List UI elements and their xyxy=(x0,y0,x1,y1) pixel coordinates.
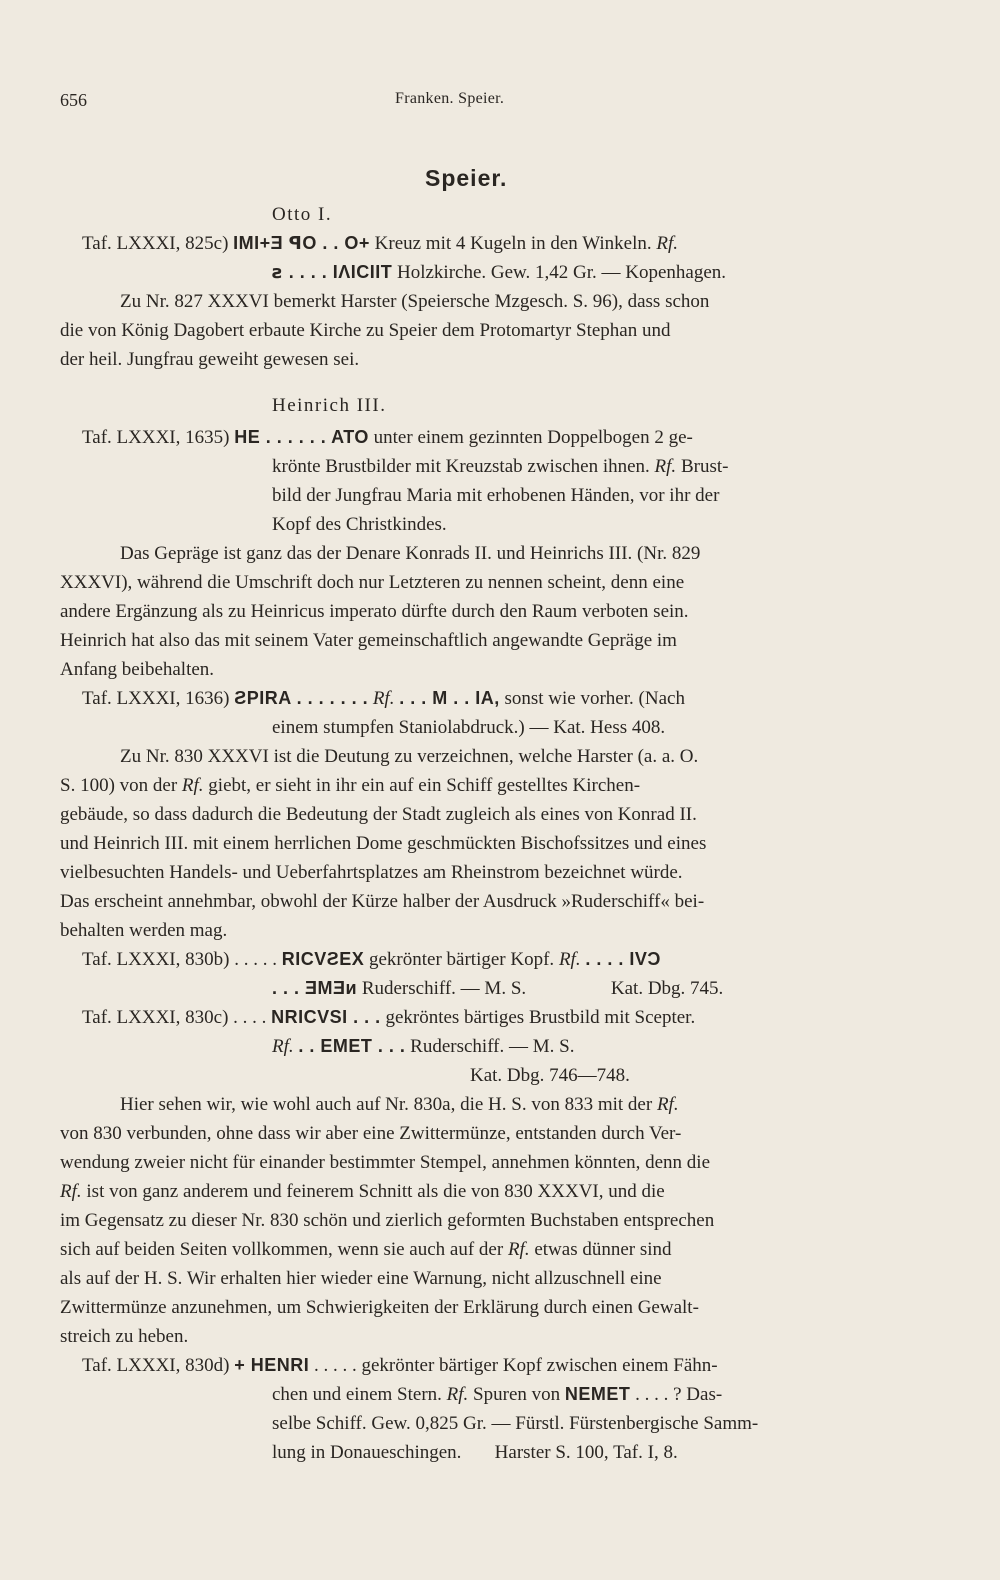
paragraph-line: im Gegensatz zu dieser Nr. 830 schön und zierlich geformten Buchstaben entsprechen xyxy=(60,1210,715,1231)
paragraph-line: vielbesuchten Handels- und Ueberfahrtsplatzes am Rheinstrom bezeichnet würde. xyxy=(60,862,683,883)
paragraph-line: andere Ergänzung als zu Heinricus imperato dürfte durch den Raum verboten sein. xyxy=(60,601,689,622)
reverse-abbrev: Rf. xyxy=(558,949,581,970)
coin-legend: NEMET xyxy=(564,1384,631,1404)
reverse-abbrev: Rf. xyxy=(272,1036,294,1057)
paragraph-line: Anfang beibehalten. xyxy=(60,659,215,680)
entry-text: Ruderschiff. — M. S. xyxy=(410,1036,575,1057)
coin-legend: . . EMET . . . xyxy=(298,1036,406,1056)
plate-ref: Taf. LXXXI, 1636) xyxy=(82,688,230,709)
entry-1635-line4: Kopf des Christkindes. xyxy=(272,514,447,535)
entry-text: krönte Brustbilder mit Kreuzstab zwischen ihnen. xyxy=(272,456,650,477)
coin-legend: NRICVSI . . . xyxy=(271,1007,381,1027)
entry-1635 xyxy=(82,423,902,452)
entry-1635-line2 xyxy=(272,452,1000,481)
entry-1636-line2: einem stumpfen Staniolabdruck.) — Kat. Hess 408. xyxy=(272,717,666,738)
entry-825 xyxy=(82,229,902,258)
paragraph-line xyxy=(60,1235,880,1264)
paragraph-line xyxy=(60,1177,880,1206)
entry-text: gekrönter bärtiger Kopf zwischen einem Fähn- xyxy=(361,1355,718,1376)
entry-text: Spuren von xyxy=(473,1384,561,1405)
reverse-abbrev: Rf. xyxy=(446,1384,469,1405)
entry-830b xyxy=(82,945,902,974)
coin-legend: ꙅ . . . . IΛICIIT xyxy=(272,262,393,282)
note-827-line: Zu Nr. 827 XXXVI bemerkt Harster (Speiersche Mzgesch. S. 96), dass schon xyxy=(120,291,710,312)
entry-text: Kreuz mit 4 Kugeln in den Winkeln. xyxy=(374,233,652,254)
coin-legend: . . . ƎMƎᴎ xyxy=(272,978,358,998)
entry-text: gekröntes bärtiges Brustbild mit Scepter. xyxy=(385,1007,696,1028)
paragraph-line xyxy=(120,1090,880,1119)
paragraph-line: Heinrich hat also das mit seinem Vater gemeinschaftlich angewandte Gepräge im xyxy=(60,630,677,651)
reverse-abbrev: Rf. xyxy=(656,1094,679,1115)
entry-830d-line4: lung in Donaueschingen. Harster S. 100, Taf. I, 8. xyxy=(272,1442,678,1463)
entry-text: Kat. Dbg. 745. xyxy=(610,978,724,999)
text-fragment: giebt, er sieht in ihr ein auf ein Schiff gestelltes Kirchen- xyxy=(208,775,641,796)
entry-830d-line2 xyxy=(272,1380,1000,1409)
coin-legend: RICVƧEX xyxy=(281,949,365,969)
plate-ref: Taf. LXXXI, 830d) xyxy=(82,1355,230,1376)
entry-830d-line3: selbe Schiff. Gew. 0,825 Gr. — Fürstl. Fürstenbergische Samm- xyxy=(272,1413,759,1434)
entry-text: Ruderschiff. — M. S. xyxy=(361,978,527,999)
plate-ref: Taf. LXXXI, 825c) xyxy=(82,233,229,254)
entry-1636 xyxy=(82,684,902,713)
coin-legend: . . . M . . IA, xyxy=(399,688,500,708)
text-fragment: Hier sehen wir, wie wohl auch auf Nr. 830a, die H. S. von 833 mit der xyxy=(120,1094,653,1115)
note-827-line: die von König Dagobert erbaute Kirche zu Speier dem Protomartyr Stephan und xyxy=(60,320,671,341)
entry-text: Brust- xyxy=(680,456,729,477)
coin-legend: HE . . . . . . ATO xyxy=(234,427,369,447)
entry-1635-line3: bild der Jungfrau Maria mit erhobenen Händen, vor ihr der xyxy=(272,485,720,506)
paragraph-line: Das erscheint annehmbar, obwohl der Kürze halber der Ausdruck »Ruderschiff« bei- xyxy=(60,891,705,912)
reverse-abbrev: Rf. xyxy=(654,456,677,477)
entry-830b-line2 xyxy=(272,974,1000,1003)
coin-legend: . . . . IVƆ xyxy=(585,949,661,969)
entry-text: gekrönter bärtiger Kopf. xyxy=(369,949,555,970)
entry-825-line2 xyxy=(272,258,1000,287)
text-fragment: ist von ganz anderem und feinerem Schnitt als die von 830 XXXVI, und die xyxy=(86,1181,665,1202)
ruler-heading: Heinrich III. xyxy=(272,395,387,416)
coin-legend: ƧPIRA . . . . . . . xyxy=(234,688,369,708)
entry-text: . . . . ? Das- xyxy=(635,1384,723,1405)
plate-ref: Taf. LXXXI, 1635) xyxy=(82,427,230,448)
text-fragment: etwas dünner sind xyxy=(534,1239,672,1260)
page-number: 656 xyxy=(60,90,87,110)
entry-830c-line3: Kat. Dbg. 746—748. xyxy=(470,1065,630,1086)
paragraph-line: wendung zweier nicht für einander bestimmter Stempel, annehmen könnten, denn die xyxy=(60,1152,711,1173)
text-fragment: S. 100) von der xyxy=(60,775,178,796)
paragraph-line: Zwittermünze anzunehmen, um Schwierigkeiten der Erklärung durch einen Gewalt- xyxy=(60,1297,699,1318)
plate-ref: Taf. LXXXI, 830c) xyxy=(82,1007,229,1028)
note-827-line: der heil. Jungfrau geweiht gewesen sei. xyxy=(60,349,360,370)
reverse-abbrev: Rf. xyxy=(372,688,395,709)
paragraph-line: Zu Nr. 830 XXXVI ist die Deutung zu verzeichnen, welche Harster (a. a. O. xyxy=(120,746,699,767)
leader-dots: . . . . xyxy=(233,1007,267,1028)
paragraph-line: als auf der H. S. Wir erhalten hier wieder eine Warnung, nicht allzuschnell eine xyxy=(60,1268,662,1289)
plate-ref: Taf. LXXXI, 830b) xyxy=(82,949,230,970)
ruler-heading: Otto I. xyxy=(272,204,333,225)
paragraph-line: und Heinrich III. mit einem herrlichen Dome geschmückten Bischofssitzes und eines xyxy=(60,833,707,854)
reverse-abbrev: Rf. xyxy=(507,1239,530,1260)
section-title: Speier. xyxy=(425,165,508,191)
reverse-abbrev: Rf. xyxy=(656,233,678,254)
entry-text: Holzkirche. Gew. 1,42 Gr. — Kopenhagen. xyxy=(396,262,727,283)
leader-dots: . . . . . xyxy=(234,949,277,970)
leader-dots: . . . . . xyxy=(314,1355,357,1376)
paragraph-line xyxy=(60,771,880,800)
entry-text: sonst wie vorher. (Nach xyxy=(504,688,685,709)
entry-830d xyxy=(82,1351,902,1380)
paragraph-line: XXXVI), während die Umschrift doch nur Letzteren zu nennen scheint, denn eine xyxy=(60,572,685,593)
entry-text: chen und einem Stern. xyxy=(272,1384,442,1405)
paragraph-line: streich zu heben. xyxy=(60,1326,189,1347)
paragraph-line: Das Gepräge ist ganz das der Denare Konrads II. und Heinrichs III. (Nr. 829 xyxy=(120,543,701,564)
entry-text: unter einem gezinnten Doppelbogen 2 ge- xyxy=(373,427,693,448)
paragraph-line: gebäude, so dass dadurch die Bedeutung der Stadt zugleich als eines von Konrad II. xyxy=(60,804,697,825)
paragraph-line: behalten werden mag. xyxy=(60,920,228,941)
reverse-abbrev: Rf. xyxy=(181,775,204,796)
coin-legend: IMI+Ǝ ꟼO . . O+ xyxy=(233,233,370,253)
reverse-abbrev: Rf. xyxy=(60,1181,82,1202)
paragraph-line: von 830 verbunden, ohne dass wir aber eine Zwittermünze, entstanden durch Ver- xyxy=(60,1123,682,1144)
text-fragment: sich auf beiden Seiten vollkommen, wenn sie auch auf der xyxy=(60,1239,504,1260)
running-head: Franken. Speier. xyxy=(395,90,505,107)
entry-830c-line2 xyxy=(272,1032,1000,1061)
coin-legend: + HENRI xyxy=(234,1355,310,1375)
entry-830c xyxy=(82,1003,902,1032)
